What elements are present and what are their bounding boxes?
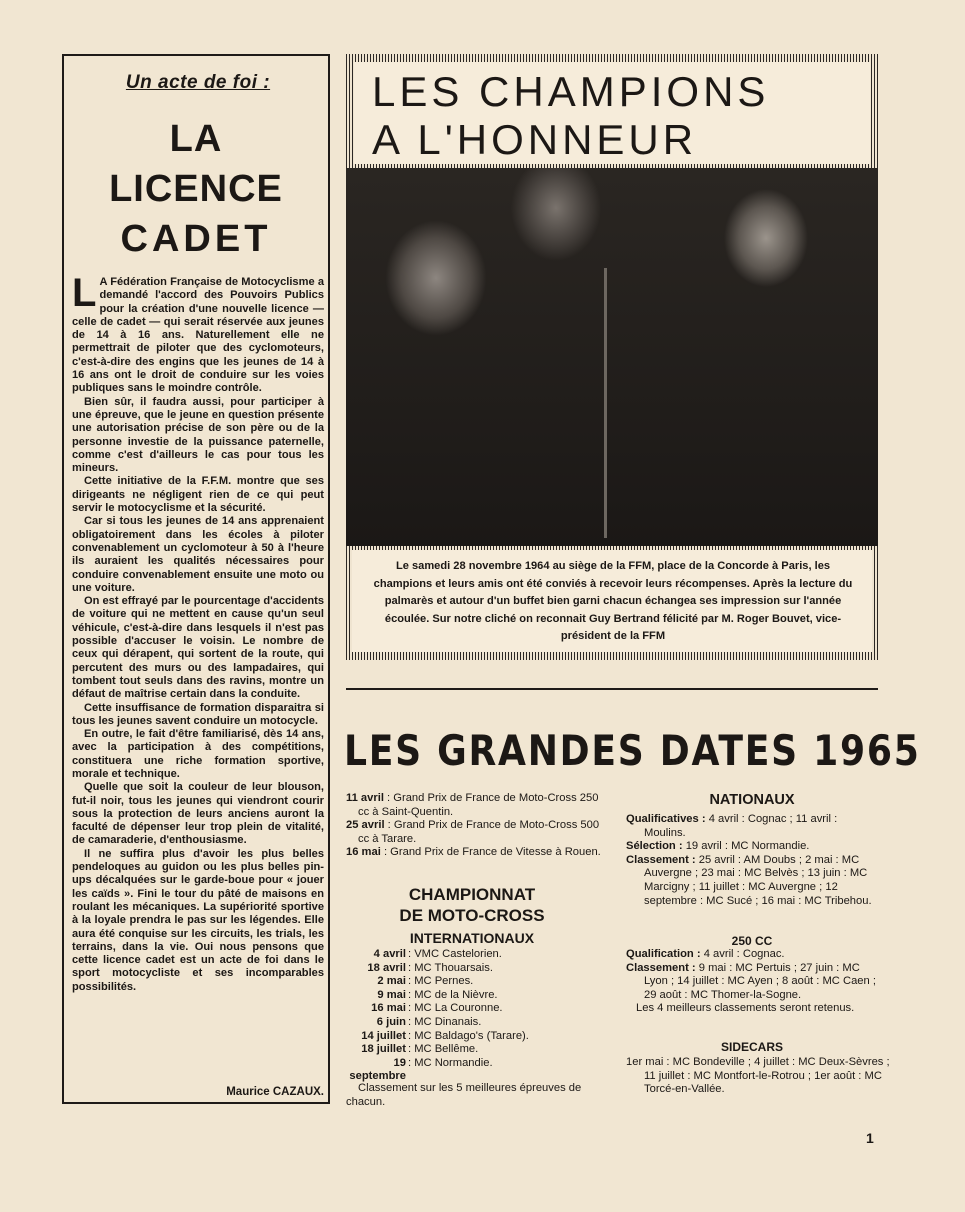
article-paragraph: Quelle que soit la couleur de leur blouson, fut-il noir, tous les jeunes qui viendront courir sous la protection de leurs anciens auront la faculté de dépenser leur trop plein de vitalité, de camaraderie, d'enthousiasme. — [72, 781, 324, 847]
internationaux-list — [346, 948, 602, 1084]
licence-cadet-article-box — [62, 54, 330, 1104]
drop-cap: L — [72, 271, 97, 315]
nationaux-title: NATIONAUX — [709, 792, 795, 808]
cc-250-details — [626, 948, 878, 1016]
article-paragraph: Cette initiative de la F.F.M. montre que ses dirigeants ne négligent rien de ce qui peut servir le motocyclisme et la sécurité. — [72, 475, 324, 515]
list-item: Qualification : 4 avril : Cognac. — [626, 948, 785, 960]
feature-title-line-2: A L'HONNEUR — [372, 116, 698, 163]
list-item: 18 avril : MC Thouarsais. — [367, 961, 493, 974]
article-paragraph: Il ne suffira plus d'avoir les plus belles pendeloques au guidon ou les plus belles pin-ups décalquées sur le garde-boue pour « jouer les caïds ». Fini le tour du pâté de maisons en roulant les mécaniques. La supériorité sportive à la loyale prendra le pas sur les légendes. Elle aura été conquise sur les circuits, les trials, les terrains, dans la vie. Oui nous pensons que cette licence cadet est un acte de foi dans le sport motocycliste et ses incomparables possibilités. — [72, 847, 324, 993]
article-paragraph: Car si tous les jeunes de 14 ans apprenaient obligatoirement dans les écoles à piloter convenablement un cyclomoteur à 50 à l'heure ils auraient les qualités nécessaires pour conduire convenablement ensuite une moto ou une voiture. — [72, 515, 324, 594]
microphone-stand — [604, 268, 607, 538]
list-item: Classement : 25 avril : AM Doubs ; 2 mai : MC Auvergne ; 23 mai : MC Belvès ; 13 juin : MC Marcigny ; 11 juillet : MC Auvergne ; 12 septembre : MC Sucé ; 16 mai : MC Tribehou. — [626, 853, 872, 907]
article-paragraph: En outre, le fait d'être familiarisé, dès 14 ans, avec la participation à des compétitions, constituera une riche formation sportive, morale et technique. — [72, 728, 324, 780]
list-item: 6 juin : MC Dinanais. — [376, 1015, 482, 1028]
article-paragraph: Cette insuffisance de formation disparaitra si tous les jeunes savent conduire un motocycle. — [72, 701, 324, 727]
feature-title-line-1: LES CHAMPIONS — [372, 68, 770, 115]
list-item: 14 juillet : MC Baldago's (Tarare). — [361, 1029, 529, 1042]
page-number: 1 — [866, 1130, 874, 1146]
article-paragraph: L A Fédération Française de Motocyclisme a demandé l'accord des Pouvoirs Publics pour la création d'une nouvelle licence — celle de cadet — qui serait réservée aux jeunes de 14 à 16 ans. Naturellement elle ne permettrait de piloter que des cyclomoteurs, c'est-à-dire des engins que les jeunes de 14 à 16 ans ont le droit de conduire sur les voies publiques sans le moindre contrôle. — [72, 271, 324, 395]
feature-title-box — [354, 62, 870, 164]
list-item: 2 mai : MC Pernes. — [377, 975, 474, 988]
list-item: Classement : 9 mai : MC Pertuis ; 27 juin : MC Lyon ; 14 juillet : MC Ayen ; 8 août : MC Caen ; 29 août : MC Thomer-la-Sogne. — [626, 961, 876, 1001]
sidecars-details: 1er mai : MC Bondeville ; 4 juillet : MC Deux-Sèvres ; 11 juillet : MC Montfort-le-Rotrou ; 1er août : MC Torcé-en-Vallée. — [626, 1056, 890, 1096]
list-item: 18 juillet : MC Bellême. — [361, 1043, 479, 1056]
champions-feature-frame — [346, 54, 878, 660]
list-item: 4 avril : VMC Castelorien. — [373, 948, 502, 960]
photo-caption: Le samedi 28 novembre 1964 au siège de la FFM, place de la Concorde à Paris, les champions et leurs amis ont été conviés à recevoir leurs récompenses. Après la lecture du palmarès et autour d'un buffet bien garni chacun échangea ses impression sur l'année écoulée. Sur notre cliché on reconnait Guy Bertrand félicité par M. Roger Bouvet, vice-président de la FFM — [373, 560, 853, 643]
list-item: Les 4 meilleurs classements seront retenus. — [636, 1002, 855, 1015]
sidecars-title: SIDECARS — [720, 1040, 783, 1054]
section-divider — [346, 688, 878, 690]
major-events-list — [346, 792, 602, 860]
article-paragraph: Bien sûr, il faudra aussi, pour participer à une épreuve, que le jeune en question présente une autorisation précise de son père ou de la personne investie de la puissance paternelle, comme c'est d'ailleurs le cas pour tous les mineurs. — [72, 395, 324, 475]
list-item: 11 avril : Grand Prix de France de Moto-Cross 250 cc à Saint-Quentin. — [346, 792, 599, 818]
internationaux-title: INTERNATIONAUX — [409, 930, 535, 946]
article-paragraph: On est effrayé par le pourcentage d'accidents de voiture qui ne mettent en cause qu'un seul véhicule, c'est-à-dire dans lesquels il n'est pas possible d'accuser le voisin. Le nombre de ceux qui dérapent, qui sortent de la route, qui percutent des murs ou des lampadaires, qui tombent tout seuls dans des ravins, montre un défaut de maîtrise certain dans la conduite. — [72, 595, 324, 701]
classement-note: Classement sur les 5 meilleures épreuves de chacun. — [346, 1082, 582, 1108]
list-item: 16 mai : MC La Couronne. — [371, 1002, 503, 1015]
list-item: 19 septembre : MC Normandie. — [349, 1056, 493, 1083]
article-body — [72, 271, 324, 994]
dates-section-title: LES GRANDES DATES 1965 — [344, 726, 921, 775]
headline-line-2: LICENCE — [109, 168, 283, 210]
photo-caption-box — [352, 550, 872, 652]
article-signature: Maurice CAZAUX. — [226, 1086, 324, 1098]
list-item: 16 mai : Grand Prix de France de Vitesse à Rouen. — [346, 846, 601, 859]
list-item: Sélection : 19 avril : MC Normandie. — [626, 840, 810, 853]
list-item: 9 mai : MC de la Nièvre. — [377, 988, 498, 1001]
headline-line-3: CADET — [120, 218, 272, 260]
championship-title: CHAMPIONNAT DE MOTO-CROSS — [399, 885, 545, 925]
cc-250-title: 250 CC — [731, 934, 773, 948]
article-kicker: Un acte de foi : — [125, 72, 271, 93]
nationaux-details — [626, 813, 878, 908]
list-item: 25 avril : Grand Prix de France de Moto-Cross 500 cc à Tarare. — [346, 819, 600, 845]
list-item: Qualificatives : 4 avril : Cognac ; 11 avril : Moulins. — [626, 813, 838, 839]
ceremony-photo — [346, 168, 878, 546]
headline-line-1: LA — [169, 118, 223, 160]
